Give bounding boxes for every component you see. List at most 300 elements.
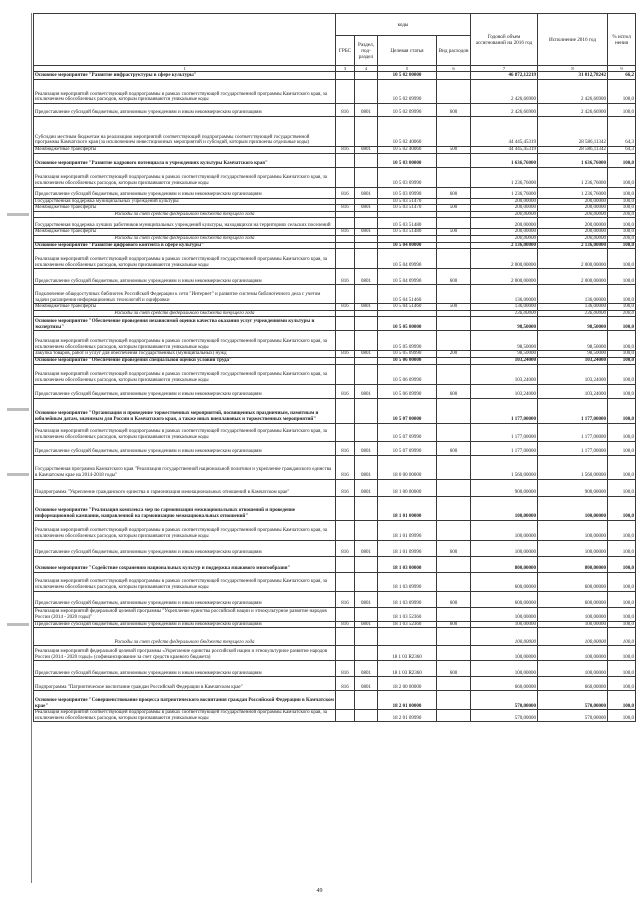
table-row: [34, 205, 636, 212]
row-annual-allocation: 800,00000: [471, 556, 538, 572]
table-row: [34, 187, 636, 198]
row-grbs: [336, 285, 355, 304]
scan-mark: [7, 473, 29, 476]
row-percent: 100,0: [608, 398, 636, 423]
row-description: Государственная поддержка муниципальных учреждений культуры: [34, 198, 336, 205]
row-target-article: [378, 211, 437, 218]
row-section: 0801: [355, 147, 378, 154]
row-annual-allocation: 103,24000: [471, 364, 538, 384]
row-percent: 100,0: [608, 691, 636, 710]
table-row: [34, 198, 636, 205]
row-execution: 200,00000: [538, 211, 608, 218]
row-target-article: 18 2 01 00000: [378, 691, 437, 710]
table-row: [34, 441, 636, 455]
header-target-article: Целевая статья: [378, 36, 437, 66]
row-description: Реализация мероприятий соответствующей подпрограммы в рамках соответствующей государственной программы Камчатского края, за исключением обособленных расходов, которым присваиваются уникальные коды: [34, 80, 336, 104]
row-description: Межбюджетные трансферты: [34, 229, 336, 236]
row-grbs: [336, 423, 355, 441]
row-percent: 100,0: [608, 520, 636, 540]
row-expense-type: [437, 242, 471, 249]
row-expense-type: [437, 364, 471, 384]
row-annual-allocation: 600,00000: [471, 572, 538, 591]
row-execution: 100,00000: [538, 496, 608, 520]
scan-mark: [7, 623, 29, 626]
row-description: Расходы за счет средств федерального бюджета текущего года: [34, 310, 336, 317]
row-section: 0801: [355, 187, 378, 198]
row-description: Подключение общедоступных библиотек Российской Федерации к сети "Интернет" и развитие системы библиотечного дела с учетом задачи расширения информационных технологий и оцифровки: [34, 285, 336, 304]
row-grbs: 816: [336, 455, 355, 479]
row-execution: 200,00000: [538, 235, 608, 242]
row-percent: 100,0: [608, 80, 636, 104]
row-grbs: 816: [336, 591, 355, 607]
row-description: Государственная программа Камчатского края "Реализация государственной национальной политики и укрепление гражданского единства в Камчатском крае на 2014-2018 годы": [34, 455, 336, 479]
row-description: Подпрограмма "Патриотическое воспитание граждан Российской Федерации в Камчатском крае": [34, 677, 336, 691]
row-target-article: 18 1 03 09990: [378, 591, 437, 607]
row-target-article: 10 5 03 00000: [378, 153, 437, 167]
row-section: 0801: [355, 269, 378, 285]
table-row: [34, 218, 636, 229]
row-expense-type: [437, 285, 471, 304]
row-section: 0801: [355, 479, 378, 496]
row-annual-allocation: 600,00000: [471, 591, 538, 607]
scan-mark: [7, 213, 29, 216]
row-grbs: 816: [336, 304, 355, 311]
row-section: [355, 607, 378, 621]
table-row: [34, 710, 636, 722]
row-expense-type: 600: [437, 661, 471, 677]
table-row: [34, 153, 636, 167]
table-row: [34, 331, 636, 351]
table-row: [34, 117, 636, 147]
row-target-article: 18 1 01 09990: [378, 540, 437, 556]
row-target-article: 10 5 03 09990: [378, 167, 437, 187]
row-grbs: [336, 520, 355, 540]
row-description: Реализация мероприятий соответствующей подпрограммы в рамках соответствующей государственной программы Камчатского края, за исключением обособленных расходов, которым присваиваются уникальные коды: [34, 572, 336, 591]
row-percent: 100,0: [608, 198, 636, 205]
row-target-article: 18 1 00 00000: [378, 479, 437, 496]
row-expense-type: 600: [437, 591, 471, 607]
row-target-article: 18 0 00 00000: [378, 455, 437, 479]
row-annual-allocation: 2 000,00000: [471, 269, 538, 285]
row-target-article: 10 5 03 09990: [378, 187, 437, 198]
row-description: Предоставление субсидий бюджетным, автономным учреждениям и иным некоммерческим организациям: [34, 187, 336, 198]
row-description: Реализация мероприятий соответствующей подпрограммы в рамках соответствующей государственной программы Камчатского края, за исключением обособленных расходов, которым присваиваются уникальные коды: [34, 167, 336, 187]
row-grbs: 816: [336, 205, 355, 212]
row-description: Основное мероприятие "Обеспечение проведения независимой оценки качества оказания услуг учреждениями культуры и экспертизы": [34, 317, 336, 331]
row-execution: 660,00000: [538, 677, 608, 691]
header-execution: Исполнение 2016 год: [538, 14, 608, 66]
row-annual-allocation: 46 872,12219: [471, 72, 538, 80]
row-expense-type: [437, 496, 471, 520]
row-percent: 64,3: [608, 117, 636, 147]
row-expense-type: 500: [437, 205, 471, 212]
row-description: Реализация мероприятий соответствующей подпрограммы в рамках соответствующей государственной программы Камчатского края, за исключением обособленных расходов, которым присваиваются уникальные коды: [34, 710, 336, 722]
row-percent: 100,0: [608, 628, 636, 646]
row-description: Подпрограмма "Укрепление гражданского единства и гармонизация межнациональных отношений в Камчатском крае": [34, 479, 336, 496]
row-grbs: [336, 572, 355, 591]
table-row: [34, 167, 636, 187]
row-execution: 200,00000: [538, 218, 608, 229]
row-execution: 136,00000: [538, 285, 608, 304]
row-description: Основное мероприятие "Развитие цифрового контента в сфере культуры": [34, 242, 336, 249]
table-row: [34, 235, 636, 242]
row-target-article: 10 5 05 00000: [378, 317, 437, 331]
row-annual-allocation: 2 000,00000: [471, 249, 538, 269]
row-expense-type: 500: [437, 147, 471, 154]
row-section: [355, 423, 378, 441]
row-description: Реализация мероприятий федеральной целевой программы "Укрепление единства российской нации и этнокультурное развитие народов России (2014 - 2020 годы)": [34, 607, 336, 621]
row-expense-type: [437, 117, 471, 147]
row-annual-allocation: 136,00000: [471, 304, 538, 311]
row-execution: 2 136,00000: [538, 242, 608, 249]
row-percent: 100,0: [608, 441, 636, 455]
row-annual-allocation: 200,00000: [471, 205, 538, 212]
row-execution: 1 236,76000: [538, 167, 608, 187]
row-percent: 100,0: [608, 285, 636, 304]
row-section: [355, 153, 378, 167]
row-target-article: 18 1 03 R2360: [378, 646, 437, 661]
row-section: [355, 628, 378, 646]
row-annual-allocation: 1 177,00000: [471, 441, 538, 455]
row-expense-type: [437, 72, 471, 80]
row-target-article: 18 1 01 00000: [378, 496, 437, 520]
row-percent: 100,0: [608, 677, 636, 691]
row-percent: 100,0: [608, 572, 636, 591]
row-expense-type: [437, 198, 471, 205]
row-section: [355, 691, 378, 710]
row-section: 0801: [355, 205, 378, 212]
row-description: Предоставление субсидий бюджетным, автономным учреждениям и иным некоммерческим организациям: [34, 540, 336, 556]
row-grbs: [336, 364, 355, 384]
row-percent: 100,0: [608, 235, 636, 242]
row-description: Субсидии местным бюджетам на реализацию мероприятий соответствующей подпрограммы соответствующей государственной программы Камчатского края (за исключением инвестиционных мероприятий и субсидий, которым присвоены отдельные коды): [34, 117, 336, 147]
table-row: [34, 242, 636, 249]
row-annual-allocation: 570,00000: [471, 710, 538, 722]
row-section: [355, 364, 378, 384]
row-target-article: 10 5 02 40060: [378, 117, 437, 147]
row-percent: 100,0: [608, 211, 636, 218]
row-percent: 100,0: [608, 496, 636, 520]
table-row: [34, 304, 636, 311]
header-codes: коды: [336, 14, 471, 36]
row-expense-type: [437, 628, 471, 646]
table-row: [34, 572, 636, 591]
row-execution: 28 586,11342: [538, 147, 608, 154]
table-row: [34, 540, 636, 556]
row-section: [355, 496, 378, 520]
row-execution: 1 177,00000: [538, 398, 608, 423]
row-description: Реализация мероприятий соответствующей подпрограммы в рамках соответствующей государственной программы Камчатского края, за исключением обособленных расходов, которым присваиваются уникальные коды: [34, 249, 336, 269]
row-grbs: [336, 249, 355, 269]
row-expense-type: 600: [437, 269, 471, 285]
row-target-article: 10 5 04 00000: [378, 242, 437, 249]
row-description: Расходы за счет средств федерального бюджета текущего года: [34, 235, 336, 242]
scan-mark: [7, 408, 29, 411]
row-expense-type: [437, 520, 471, 540]
row-expense-type: 500: [437, 304, 471, 311]
row-annual-allocation: 200,00000: [471, 211, 538, 218]
row-execution: 570,00000: [538, 691, 608, 710]
row-expense-type: [437, 331, 471, 351]
column-index: 5: [378, 66, 437, 72]
row-expense-type: [437, 479, 471, 496]
row-target-article: 18 1 03 09990: [378, 572, 437, 591]
row-grbs: [336, 331, 355, 351]
row-target-article: 10 5 02 09990: [378, 80, 437, 104]
row-description: Предоставление субсидий бюджетным, автономным учреждениям и иным некоммерческим организациям: [34, 441, 336, 455]
row-grbs: 816: [336, 540, 355, 556]
row-percent: 100,0: [608, 646, 636, 661]
table-row: [34, 556, 636, 572]
row-execution: 600,00000: [538, 572, 608, 591]
row-description: Основное мероприятие "Содействие сохранению национальных культур и поддержка языкового многообразия": [34, 556, 336, 572]
row-percent: 100,0: [608, 187, 636, 198]
table-body: [34, 72, 636, 722]
row-percent: 100,0: [608, 104, 636, 117]
row-expense-type: [437, 153, 471, 167]
table-row: [34, 147, 636, 154]
row-grbs: [336, 646, 355, 661]
binding-margin: [5, 13, 32, 883]
row-section: [355, 398, 378, 423]
row-annual-allocation: 1 560,00000: [471, 455, 538, 479]
row-expense-type: 200: [437, 351, 471, 358]
row-percent: 100,0: [608, 423, 636, 441]
row-description: Реализация мероприятий соответствующей подпрограммы в рамках соответствующей государственной программы Камчатского края, за исключением обособленных расходов, которым присваиваются уникальные коды: [34, 520, 336, 540]
row-section: [355, 556, 378, 572]
row-grbs: [336, 242, 355, 249]
row-description: Межбюджетные трансферты: [34, 304, 336, 311]
row-annual-allocation: 98,50000: [471, 317, 538, 331]
row-target-article: 18 1 03 52360: [378, 607, 437, 621]
row-section: [355, 72, 378, 80]
row-target-article: 18 2 00 00000: [378, 677, 437, 691]
row-grbs: [336, 357, 355, 364]
budget-execution-table: [33, 13, 636, 722]
row-percent: 100,0: [608, 249, 636, 269]
table-row: [34, 479, 636, 496]
row-description: Реализация мероприятий соответствующей подпрограммы в рамках соответствующей государственной программы Камчатского края, за исключением обособленных расходов, которым присваиваются уникальные коды: [34, 364, 336, 384]
row-annual-allocation: 660,00000: [471, 677, 538, 691]
row-execution: 600,00000: [538, 591, 608, 607]
row-grbs: [336, 556, 355, 572]
row-grbs: 816: [336, 351, 355, 358]
row-section: 0801: [355, 384, 378, 398]
row-annual-allocation: 100,00000: [471, 661, 538, 677]
row-target-article: 10 5 04 51460: [378, 304, 437, 311]
row-percent: 100,0: [608, 351, 636, 358]
header-row-codes: [34, 14, 636, 36]
row-expense-type: [437, 398, 471, 423]
row-expense-type: 600: [437, 621, 471, 628]
row-description: Закупка товаров, работ и услуг для обеспечения государственных (муниципальных) нужд: [34, 351, 336, 358]
row-target-article: 10 5 04 51460: [378, 285, 437, 304]
row-grbs: [336, 691, 355, 710]
row-percent: 100,0: [608, 540, 636, 556]
row-percent: 100,0: [608, 229, 636, 236]
row-percent: 100,0: [608, 331, 636, 351]
column-index: 9: [608, 66, 636, 72]
row-annual-allocation: 100,00000: [471, 646, 538, 661]
table-row: [34, 591, 636, 607]
row-grbs: 816: [336, 269, 355, 285]
row-target-article: 18 1 03 52360: [378, 621, 437, 628]
table-row: [34, 211, 636, 218]
row-grbs: 816: [336, 621, 355, 628]
row-percent: 100,0: [608, 304, 636, 311]
row-section: [355, 317, 378, 331]
row-target-article: 18 1 03 R2360: [378, 661, 437, 677]
header-grbs: ГРБС: [336, 36, 355, 66]
row-annual-allocation: 100,00000: [471, 520, 538, 540]
row-annual-allocation: 44 445,45319: [471, 117, 538, 147]
row-annual-allocation: 200,00000: [471, 198, 538, 205]
row-section: [355, 211, 378, 218]
table-row: [34, 317, 636, 331]
row-execution: 100,00000: [538, 628, 608, 646]
row-expense-type: 500: [437, 229, 471, 236]
row-annual-allocation: 1 236,76000: [471, 167, 538, 187]
row-expense-type: [437, 80, 471, 104]
table-row: [34, 269, 636, 285]
row-expense-type: [437, 556, 471, 572]
table-row: [34, 520, 636, 540]
table-row: [34, 364, 636, 384]
row-grbs: [336, 398, 355, 423]
row-execution: 98,50000: [538, 331, 608, 351]
row-description: Реализация мероприятий соответствующей подпрограммы в рамках соответствующей государственной программы Камчатского края, за исключением обособленных расходов, которым присваиваются уникальные коды: [34, 423, 336, 441]
row-target-article: 18 1 03 00000: [378, 556, 437, 572]
row-target-article: 10 5 03 51480: [378, 218, 437, 229]
row-section: [355, 357, 378, 364]
table-row: [34, 357, 636, 364]
row-target-article: 10 5 03 51480: [378, 229, 437, 236]
row-description: Предоставление субсидий бюджетным, автономным учреждениям и иным некоммерческим организациям: [34, 384, 336, 398]
row-execution: 136,00000: [538, 310, 608, 317]
row-section: 0801: [355, 351, 378, 358]
row-target-article: 10 5 03 51470: [378, 198, 437, 205]
row-target-article: [378, 310, 437, 317]
row-description: Реализация мероприятий соответствующей подпрограммы в рамках соответствующей государственной программы Камчатского края, за исключением обособленных расходов, которым присваиваются уникальные коды: [34, 331, 336, 351]
row-annual-allocation: 136,00000: [471, 285, 538, 304]
column-index: 7: [471, 66, 538, 72]
table-row: [34, 249, 636, 269]
row-section: [355, 167, 378, 187]
row-expense-type: 600: [437, 104, 471, 117]
row-grbs: [336, 235, 355, 242]
row-annual-allocation: 570,00000: [471, 691, 538, 710]
row-execution: 2 426,66900: [538, 80, 608, 104]
row-execution: 2 000,00000: [538, 269, 608, 285]
row-annual-allocation: 98,50000: [471, 331, 538, 351]
row-percent: 100,0: [608, 710, 636, 722]
row-expense-type: 600: [437, 441, 471, 455]
row-section: 0801: [355, 455, 378, 479]
row-description: Межбюджетные трансферты: [34, 205, 336, 212]
row-annual-allocation: 200,00000: [471, 218, 538, 229]
row-execution: 98,50000: [538, 317, 608, 331]
row-target-article: 10 5 04 09990: [378, 249, 437, 269]
row-percent: 100,0: [608, 621, 636, 628]
row-section: 0801: [355, 104, 378, 117]
row-target-article: 18 2 01 09990: [378, 710, 437, 722]
row-section: 0801: [355, 304, 378, 311]
row-expense-type: [437, 691, 471, 710]
row-percent: 100,0: [608, 607, 636, 621]
row-annual-allocation: 136,00000: [471, 310, 538, 317]
row-expense-type: [437, 167, 471, 187]
table-row: [34, 104, 636, 117]
table-row: [34, 661, 636, 677]
column-index: 3: [336, 66, 355, 72]
row-target-article: 10 5 03 51470: [378, 205, 437, 212]
row-target-article: 10 5 07 09990: [378, 423, 437, 441]
table-row: [34, 80, 636, 104]
row-grbs: 816: [336, 441, 355, 455]
row-execution: 200,00000: [538, 229, 608, 236]
row-execution: 900,00000: [538, 479, 608, 496]
row-grbs: 816: [336, 104, 355, 117]
row-execution: 100,00000: [538, 646, 608, 661]
row-percent: 100,0: [608, 556, 636, 572]
row-target-article: 10 5 06 00000: [378, 357, 437, 364]
row-execution: 570,00000: [538, 710, 608, 722]
table-row: [34, 229, 636, 236]
row-execution: 1 177,00000: [538, 423, 608, 441]
row-target-article: 10 5 07 09990: [378, 441, 437, 455]
row-annual-allocation: 1 236,76000: [471, 187, 538, 198]
row-execution: 136,00000: [538, 304, 608, 311]
row-expense-type: [437, 235, 471, 242]
row-annual-allocation: 100,00000: [471, 540, 538, 556]
row-annual-allocation: 2 426,66900: [471, 80, 538, 104]
row-annual-allocation: 100,00000: [471, 621, 538, 628]
table-row: [34, 310, 636, 317]
row-section: [355, 646, 378, 661]
row-annual-allocation: 100,00000: [471, 496, 538, 520]
row-grbs: [336, 310, 355, 317]
row-percent: 100,0: [608, 153, 636, 167]
row-description: Предоставление субсидий бюджетным, автономным учреждениям и иным некоммерческим организациям: [34, 591, 336, 607]
row-grbs: 816: [336, 187, 355, 198]
row-grbs: [336, 117, 355, 147]
column-index: 1: [34, 66, 336, 72]
header-expense-type: Вид расходов: [437, 36, 471, 66]
row-section: 0801: [355, 677, 378, 691]
row-annual-allocation: 2 426,66900: [471, 104, 538, 117]
row-percent: 100,0: [608, 242, 636, 249]
row-expense-type: [437, 455, 471, 479]
row-section: [355, 520, 378, 540]
row-grbs: 816: [336, 384, 355, 398]
row-percent: 100,0: [608, 591, 636, 607]
row-description: Расходы за счет средств федерального бюджета текущего года: [34, 628, 336, 646]
row-description: Основное мероприятие "Обеспечение проведения специальной оценки условий труда": [34, 357, 336, 364]
row-annual-allocation: 44 445,45319: [471, 147, 538, 154]
row-percent: 100,0: [608, 384, 636, 398]
row-execution: 2 000,00000: [538, 249, 608, 269]
row-target-article: 10 5 04 09990: [378, 269, 437, 285]
row-section: [355, 572, 378, 591]
header-annual-allocation: Годовой объем ассигнований на 2016 год: [471, 14, 538, 66]
row-percent: 100,0: [608, 364, 636, 384]
row-percent: 66,2: [608, 72, 636, 80]
row-execution: 28 586,11342: [538, 117, 608, 147]
row-annual-allocation: 900,00000: [471, 479, 538, 496]
table-row: [34, 628, 636, 646]
row-annual-allocation: 103,24000: [471, 384, 538, 398]
row-annual-allocation: 100,00000: [471, 607, 538, 621]
